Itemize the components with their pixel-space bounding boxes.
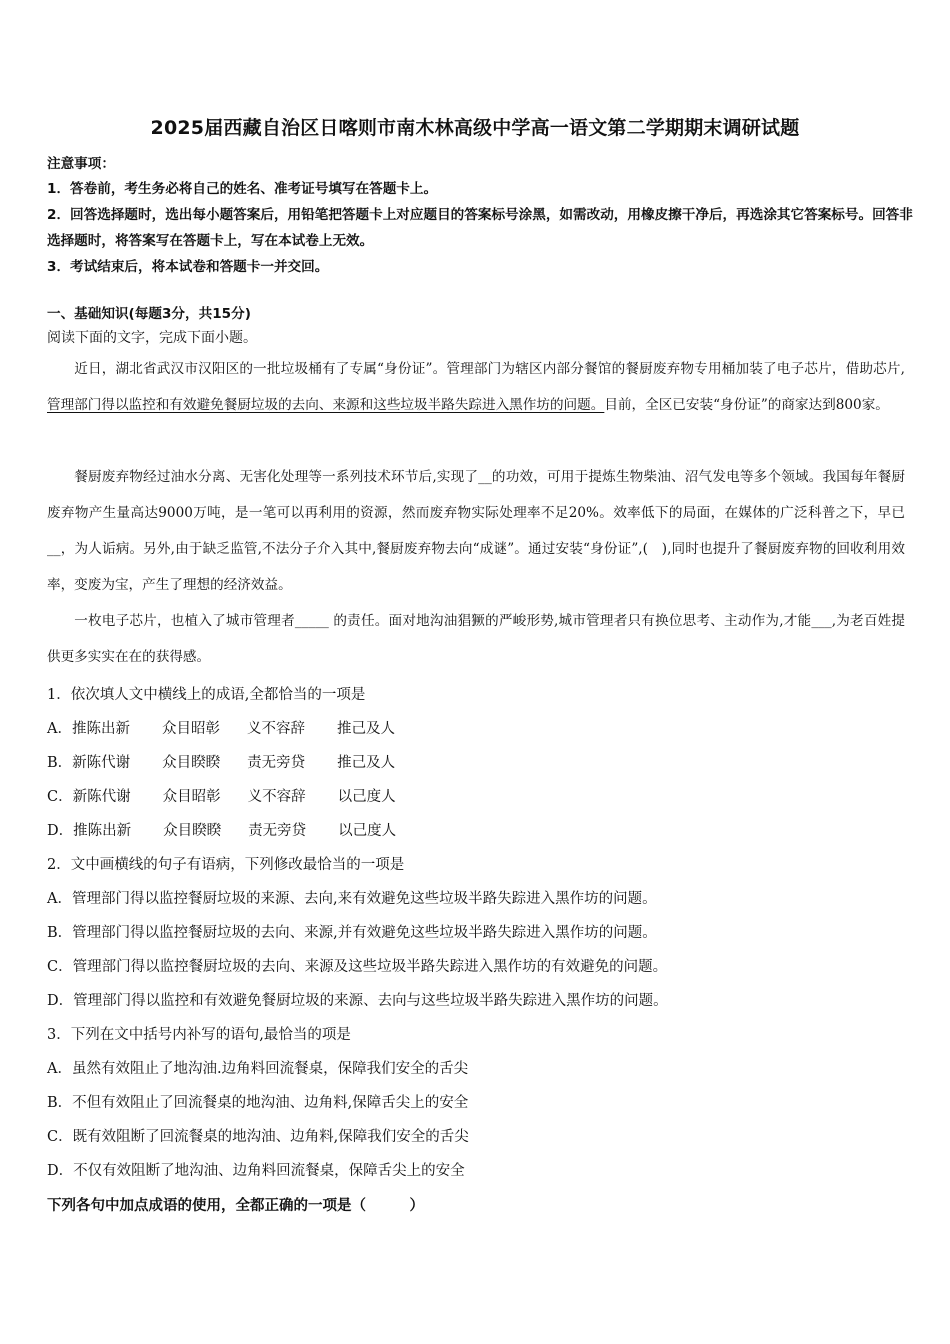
- passage-text: 近日，湖北省武汉市汉阳区的一批垃圾桶有了专属“身份证”。管理部门为辖区内部分餐馆的餐厨废弃物专用桶加装了电子芯片，借助芯片,: [74, 361, 905, 377]
- option-text: 管理部门得以监控和有效避免餐厨垃圾的来源、去向与这些垃圾半路失踪进入黑作坊的问题。: [73, 993, 668, 1009]
- page-title: 2025届西藏自治区日喀则市南木林高级中学高一语文第二学期期末调研试题: [150, 117, 800, 139]
- option-idiom: 责无旁贷: [248, 823, 307, 839]
- notice-heading: 注意事项：: [47, 156, 115, 172]
- passage-text: 目前，全区已安装“身份证”的商家达到800家。: [604, 397, 889, 413]
- option-row[interactable]: [47, 1159, 907, 1180]
- option-row[interactable]: [47, 887, 907, 908]
- option-row[interactable]: [47, 1125, 907, 1146]
- option-letter: D．: [47, 823, 74, 839]
- option-letter: B．: [47, 925, 73, 941]
- option-text: 虽然有效阻止了地沟油.边角料回流餐桌，保障我们安全的舌尖: [71, 1061, 469, 1077]
- option-idiom: 推陈出新: [73, 823, 132, 839]
- question-stem: 1．依次填人文中横线上的成语,全都恰当的一项是: [47, 687, 366, 703]
- question-stem: 2．文中画横线的句子有语病，下列修改最恰当的一项是: [47, 857, 405, 873]
- option-idiom: 众目睽睽: [163, 823, 222, 839]
- option-row[interactable]: [47, 785, 907, 806]
- option-idiom: 众目昭彰: [161, 721, 220, 737]
- option-letter: C．: [47, 1129, 73, 1145]
- question-stem: 3．下列在文中括号内补写的语句,最恰当的项是: [47, 1027, 351, 1043]
- option-letter: D．: [47, 1163, 74, 1179]
- option-row[interactable]: [47, 819, 907, 840]
- option-text: 不但有效阻止了回流餐桌的地沟油、边角料,保障舌尖上的安全: [72, 1095, 469, 1111]
- option-letter: B．: [47, 1095, 73, 1111]
- option-idiom: 以己度人: [337, 789, 396, 805]
- passage-paragraph-3: 一枚电子芯片，也植入了城市管理者_____ 的责任。面对地沟油猖獗的严峻形势,城市管理者只有换位思考、主动作为,才能___,为老百姓提供更多实实在在的获得感。: [47, 613, 905, 665]
- option-row[interactable]: [47, 955, 907, 976]
- option-text: 管理部门得以监控餐厨垃圾的去向、来源,并有效避免这些垃圾半路失踪进入黑作坊的问题。: [72, 925, 657, 941]
- passage-paragraph-2: 餐厨废弃物经过油水分离、无害化处理等一系列技术环节后,实现了__的功效，可用于提炼生物柴油、沼气发电等多个领域。我国每年餐厨废弃物产生量高达9000万吨，是一笔可以再利用的资源，然而废弃物实际处理率不足20%。效率低下的局面，在媒体的广泛科普之下，早已__，为人诟病。另外,由于缺乏监管,不法分子介入其中,餐厨废弃物去向“成谜”。通过安装“身份证”,( ),同时也提升了餐厨废弃物的回收利用效率，变废为宝，产生了理想的经济效益。: [47, 469, 905, 593]
- notice-item: 2．回答选择题时，选出每小题答案后，用铅笔把答题卡上对应题目的答案标号涂黑，如需改动，用橡皮擦干净后，再选涂其它答案标号。回答非选择题时，将答案写在答题卡上，写在本试卷上无效。: [47, 207, 913, 249]
- option-idiom: 新陈代谢: [72, 755, 131, 771]
- option-idiom: 义不容辞: [246, 721, 305, 737]
- option-text: 管理部门得以监控餐厨垃圾的来源、去向,来有效避免这些垃圾半路失踪进入黑作坊的问题。: [71, 891, 657, 907]
- option-idiom: 众目睽睽: [162, 755, 221, 771]
- option-text: 不仅有效阻断了地沟油、边角料回流餐桌，保障舌尖上的安全: [73, 1163, 465, 1179]
- passage-paragraph-1: [47, 351, 905, 423]
- option-text: 管理部门得以监控餐厨垃圾的去向、来源及这些垃圾半路失踪进入黑作坊的有效避免的问题。: [72, 959, 668, 975]
- option-text: 既有效阻断了回流餐桌的地沟油、边角料,保障我们安全的舌尖: [72, 1129, 469, 1145]
- option-row[interactable]: [47, 921, 907, 942]
- option-letter: A．: [47, 721, 72, 737]
- option-idiom: 以己度人: [338, 823, 397, 839]
- option-idiom: 义不容辞: [247, 789, 306, 805]
- underlined-sentence: 管理部门得以监控和有效避免餐厨垃圾的去向、来源和这些垃圾半路失踪进入黑作坊的问题。: [47, 397, 605, 413]
- option-letter: C．: [47, 789, 73, 805]
- notice-item: 1．答卷前，考生务必将自己的姓名、准考证号填写在答题卡上。: [47, 181, 438, 197]
- section-instruction: 阅读下面的文字，完成下面小题。: [47, 330, 257, 346]
- option-letter: A．: [47, 1061, 72, 1077]
- option-letter: C．: [47, 959, 73, 975]
- option-idiom: 推己及人: [336, 721, 395, 737]
- option-idiom: 责无旁贷: [247, 755, 306, 771]
- option-row[interactable]: [47, 717, 907, 738]
- option-idiom: 推己及人: [337, 755, 396, 771]
- option-row[interactable]: [47, 751, 907, 772]
- option-idiom: 众目昭彰: [162, 789, 221, 805]
- option-row[interactable]: [47, 1057, 907, 1078]
- question-stem: 下列各句中加点成语的使用，全都正确的一项是（ ）: [47, 1198, 424, 1214]
- option-row[interactable]: [47, 989, 907, 1010]
- option-letter: A．: [47, 891, 72, 907]
- option-idiom: 新陈代谢: [72, 789, 131, 805]
- option-letter: B．: [47, 755, 73, 771]
- notice-item: 3．考试结束后，将本试卷和答题卡一并交回。: [47, 259, 329, 275]
- option-letter: D．: [47, 993, 74, 1009]
- option-idiom: 推陈出新: [71, 721, 130, 737]
- option-row[interactable]: [47, 1091, 907, 1112]
- section-heading: 一、基础知识(每题3分，共15分): [47, 306, 251, 322]
